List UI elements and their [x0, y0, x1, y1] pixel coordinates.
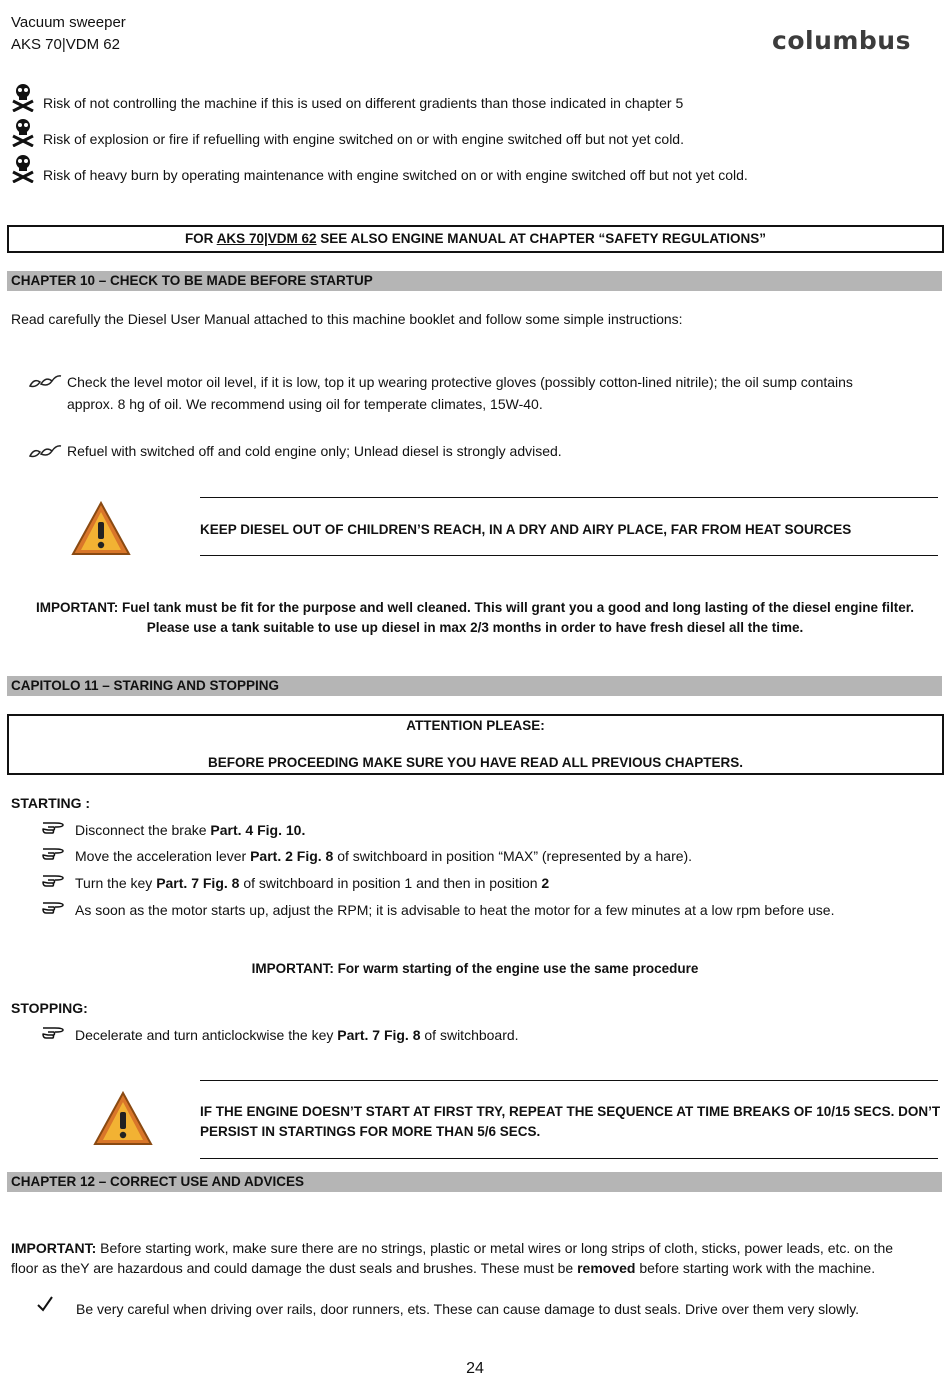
stopping-step [75, 1025, 519, 1045]
advice-item: Be very careful when driving over rails, door runners, ets. These can cause damage to dust seals. Drive over them very slowly. [76, 1301, 860, 1317]
chapter-12-important [11, 1258, 875, 1278]
step-text-tail: of switchboard. [420, 1027, 519, 1043]
starting-step [75, 820, 305, 840]
chapter-10-heading: CHAPTER 10 – CHECK TO BE MADE BEFORE STARTUP [7, 271, 942, 291]
risk-text: Risk of explosion or fire if refuelling with engine switched on or with engine switched off but not yet cold. [43, 131, 684, 147]
pointing-hand-icon [42, 871, 64, 887]
stopping-label: STOPPING: [11, 1000, 88, 1016]
check-item-text: approx. 8 hg of oil. We recommend using oil for temperate climates, 15W-40. [67, 396, 543, 412]
step-text: Move the acceleration lever [75, 848, 251, 864]
pointing-hand-icon [42, 818, 64, 834]
model-name: AKS 70|VDM 62 [11, 36, 120, 53]
chapter-11-heading: CAPITOLO 11 – STARING AND STOPPING [7, 676, 942, 696]
warm-start-note: IMPORTANT: For warm starting of the engine use the same procedure [251, 961, 699, 976]
step-text-tail: of switchboard in position 1 and then in position [239, 875, 542, 891]
step-reference: Part. 4 Fig. 10. [210, 822, 306, 838]
page-number: 24 [466, 1360, 484, 1377]
checkmark-icon [36, 1295, 54, 1313]
engine-manual-notice [9, 231, 942, 246]
step-text: Turn the key [75, 875, 157, 891]
engine-start-warning: PERSIST IN STARTINGS FOR MORE THAN 5/6 SECS. [200, 1124, 541, 1139]
important-text: before starting work with the machine. [635, 1260, 876, 1276]
step-reference: Part. 7 Fig. 8 [337, 1027, 421, 1043]
skull-crossbones-icon [10, 153, 36, 183]
attention-message: BEFORE PROCEEDING MAKE SURE YOU HAVE READ ALL PREVIOUS CHAPTERS. [207, 755, 744, 770]
skull-crossbones-icon [10, 117, 36, 147]
step-text-tail: of switchboard in position “MAX” (represented by a hare). [333, 848, 693, 864]
fuel-tank-important: Please use a tank suitable to use up diesel in max 2/3 months in order to have fresh diesel all the time. [146, 620, 804, 635]
step-reference: Part. 2 Fig. 8 [250, 848, 334, 864]
document-title: Vacuum sweeper [11, 14, 126, 31]
pointing-hand-icon [42, 844, 64, 860]
step-text: Disconnect the brake [75, 822, 211, 838]
chapter-10-intro: Read carefully the Diesel User Manual attached to this machine booklet and follow some simple instructions: [11, 311, 683, 327]
attention-title: ATTENTION PLEASE: [406, 718, 545, 733]
check-item-text: Refuel with switched off and cold engine only; Unlead diesel is strongly advised. [67, 443, 562, 459]
divider-line [200, 1080, 938, 1081]
starting-step: As soon as the motor starts up, adjust the RPM; it is advisable to heat the motor for a few minutes at a low rpm before use. [75, 902, 835, 918]
step-position: 2 [541, 875, 550, 891]
important-text: Before starting work, make sure there are no strings, plastic or metal wires or long strips of cloth, sticks, power leads, etc. on the [96, 1240, 894, 1256]
diesel-storage-warning: KEEP DIESEL OUT OF CHILDREN’S REACH, IN A DRY AND AIRY PLACE, FAR FROM HEAT SOURCES [200, 522, 852, 537]
fuel-tank-important: IMPORTANT: Fuel tank must be fit for the purpose and well cleaned. This will grant you a good and long lasting of the diesel engine filter. [35, 600, 915, 615]
pointing-hand-icon [42, 898, 64, 914]
divider-line [200, 1158, 938, 1159]
important-label: IMPORTANT: [11, 1240, 97, 1256]
engine-start-warning: IF THE ENGINE DOESN’T START AT FIRST TRY, REPEAT THE SEQUENCE AT TIME BREAKS OF 10/15 SECS. DON’T [200, 1104, 941, 1119]
divider-line [200, 497, 938, 498]
glasses-icon [28, 372, 62, 392]
warning-icon [70, 500, 132, 558]
engine-manual-notice-box [7, 225, 944, 253]
starting-step [75, 846, 692, 866]
starting-label: STARTING : [11, 795, 91, 811]
notice-model: AKS 70|VDM 62 [216, 231, 317, 246]
divider-line [200, 555, 938, 556]
risk-text: Risk of heavy burn by operating maintenance with engine switched on or with engine switched off but not yet cold. [43, 167, 748, 183]
step-text: Decelerate and turn anticlockwise the key [75, 1027, 338, 1043]
notice-prefix: FOR [184, 231, 217, 246]
important-emphasis: removed [577, 1260, 636, 1276]
glasses-icon [28, 442, 62, 462]
risk-text: Risk of not controlling the machine if this is used on different gradients than those indicated in chapter 5 [43, 95, 684, 111]
pointing-hand-icon [42, 1023, 64, 1039]
chapter-12-heading: CHAPTER 12 – CORRECT USE AND ADVICES [7, 1172, 942, 1192]
notice-suffix: SEE ALSO ENGINE MANUAL AT CHAPTER “SAFETY REGULATIONS” [316, 231, 767, 246]
check-item-text: Check the level motor oil level, if it is low, top it up wearing protective gloves (possibly cotton-lined nitrile); the oil sump contains [67, 374, 853, 390]
skull-crossbones-icon [10, 82, 36, 112]
attention-box [7, 714, 944, 775]
step-reference: Part. 7 Fig. 8 [156, 875, 240, 891]
starting-step [75, 873, 549, 893]
columbus-logo: columbus [772, 26, 911, 55]
warning-icon [92, 1090, 154, 1148]
important-text: floor as theY are hazardous and could damage the dust seals and brushes. These must be [11, 1260, 578, 1276]
chapter-12-important [11, 1238, 893, 1258]
